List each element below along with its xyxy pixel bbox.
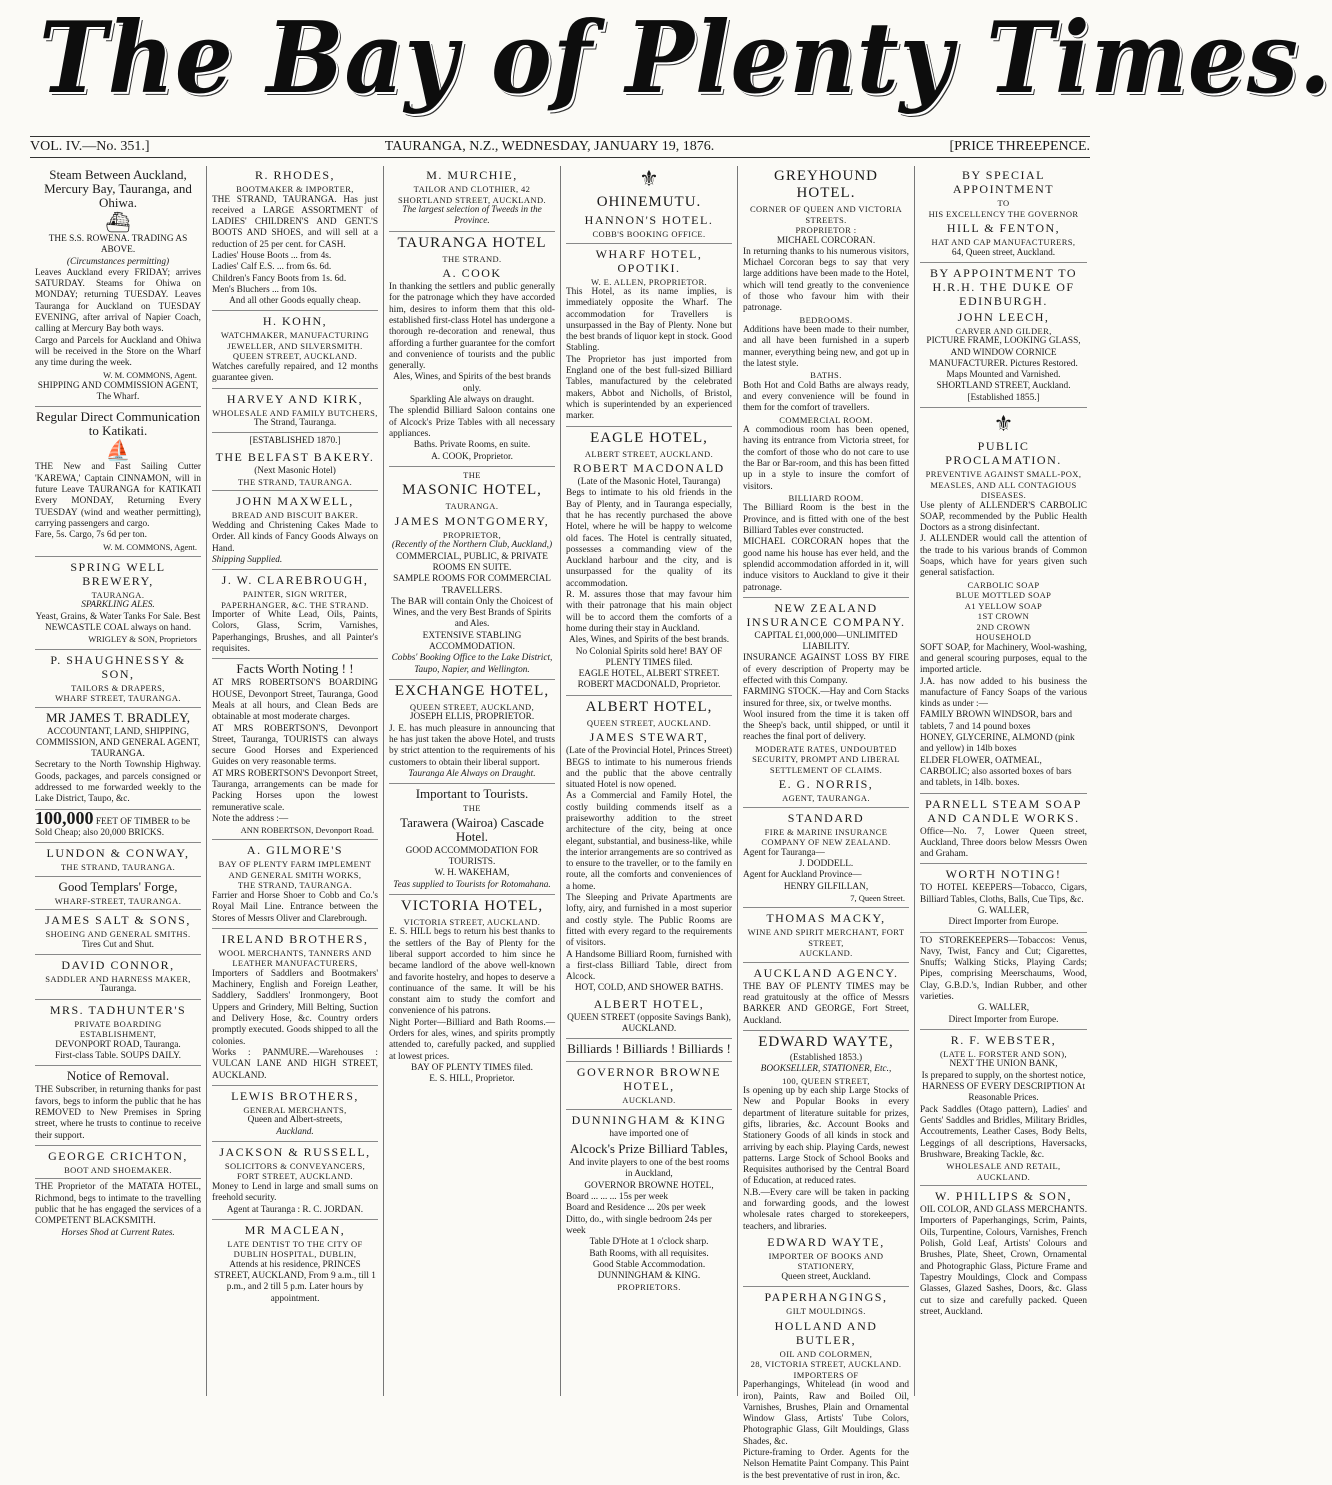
column-2 [207,166,384,1396]
ad-eagle-hotel: EAGLE HOTEL, ALBERT STREET, AUCKLAND. ROBERT MACDONALD (Late of the Masonic Hotel, Tauranga) Begs to intimate to his old friends in the Bay of Plenty, and in Tauranga especially, that he has recently purchased the above Hotel, where he will be happy to welcome old faces. The Hotel is centrally situated, possesses a commanding view of the Auckland harbour and the city, and is unsurpassed for the quality of its accommodation. R. M. assures those that may favour him with their patronage that his main object will be to accord them the comforts of a home during their stay in Auckland. Ales, Wines, and Spirits of the best brands. No Colonial Spirits sold here! BAY OF PLENTY TIMES filed. EAGLE HOTEL, ALBERT STREET. ROBERT MACDONALD, Proprietor. [566,430,732,696]
ad-steamer-rowena: Steam Between Auckland, Mercury Bay, Tauranga, and Ohiwa. ⛴ THE S.S. ROWENA. TRADING AS ABOVE. (Circumstances permitting) Leaves Auckland every FRIDAY; arrives SATURDAY. Steams for Ohiwa on MONDAY; returning TUESDAY. Leaves Tauranga for Auckland on TUESDAY EVENING, after arrival of Napier Coach, calling at Mercury Bay both ways. Cargo and Parcels for Auckland and Ohiwa will be received in the Store on the Wharf any time during the week. W. M. COMMONS, Agent. SHIPPING AND COMMISSION AGENT, The Wharf. [35,168,201,407]
ad-governor-browne: GOVERNOR BROWNE HOTEL, AUCKLAND. [566,1065,732,1110]
column-3 [384,166,561,1396]
ad-gilmore: A. GILMORE'S BAY OF PLENTY FARM IMPLEMENT AND GENERAL SMITH WORKS, THE STRAND, TAURANGA. Farrier and Horse Shoer to Cobb and Co.'s Royal Mail Line. Entrance between the Stores of Messrs Oliver and Clarebrough. [212,843,378,928]
ad-greyhound-hotel: GREYHOUND HOTEL. CORNER OF QUEEN AND VICTORIA STREETS. PROPRIETOR : MICHAEL CORCORAN. In returning thanks to his numerous visitors, Michael Corcoran begs to say that very large additions have been made to the Hotel, which will tend greatly to the convenience of those who favour him with their patronage. BEDROOMS. Additions have been made to their number, and all have been furnished in a superb manner, everything being new, and got up in the latest style. BATHS. Both Hot and Cold Baths are always ready, and every convenience will be found in them for the comfort of travellers. COMMERCIAL ROOM. A commodious room has been opened, having its entrance from Victoria street, for the comfort of those who do not care to use the Bar or Bar-room, and this has been fitted up in a style to insure the comfort of visitors. BILLIARD ROOM. The Billiard Room is the best in the Province, and is fitted with one of the best Billiard Tables ever constructed. MICHAEL CORCORAN hopes that the good name his house has ever held, and the splendid accommodation afforded in it, will induce visitors to Auckland to give it their patronage. [743,168,909,598]
royal-arms-icon: ⚜ [639,166,659,191]
ad-cutter-karewa: Regular Direct Communication to Katikati. ⛵ THE New and Fast Sailing Cutter 'KAREWA,' Captain CINNAMON, will in future Leave TAURANGA for KATIKATI Every MONDAY, Returning Every TUESDAY (wind and weather permitting), carrying passengers and cargo. Fare, 5s. Cargo, 7s 6d per ton. W. M. COMMONS, Agent. [35,410,201,556]
ad-notice-of-removal: Notice of Removal. THE Subscriber, in returning thanks for past favors, begs to inform the public that he has REMOVED to New Premises in Spring street, where he trusts to continue to receive their support. [35,1069,201,1145]
ad-holland-butler: PAPERHANGINGS, GILT MOULDINGS. HOLLAND AND BUTLER, OIL AND COLORMEN, 28, VICTORIA STREET, AUCKLAND. IMPORTERS OF Paperhangings, Whitelead (in wood and iron), Paints, Raw and Boiled Oil, Varnishes, Brushes, Plain and Ornamental Window Glass, Artists' Tube Colors, Photographic Glass, Gilt Mouldings, Glass Shades, &c. Picture-framing to Order. Agents for the Nelson Hematite Paint Company. This Paint is the best preventative of rust in iron, &c. [743,1290,909,1481]
ad-matata-hotel: THE Proprietor of the MATATA HOTEL, Richmond, begs to intimate to the travelling public that he has engaged the services of a COMPETENT BLACKSMITH. Horses Shod at Current Rates. [35,1182,201,1238]
royal-arms-icon: ⚜ [993,411,1014,437]
ad-belfast-bakery: [ESTABLISHED 1870.] THE BELFAST BAKERY. (Next Masonic Hotel) THE STRAND, TAURANGA. [212,436,378,491]
ad-tarawera-hotel: Important to Tourists. THE Tarawera (Wairoa) Cascade Hotel. GOOD ACCOMMODATION FOR TOURISTS. W. H. WAKEHAM, Teas supplied to Tourists for Rotomahana. [389,787,555,895]
column-5 [738,166,915,1481]
ad-lundon-conway: LUNDON & CONWAY, THE STRAND, TAURANGA. [35,846,201,877]
masthead [0,0,1332,122]
ad-hill-fenton: BY SPECIAL APPOINTMENT TO HIS EXCELLENCY THE GOVERNOR HILL & FENTON, HAT AND CAP MANUFACTURERS, 64, Queen street, Auckland. [920,168,1087,263]
ad-shaughnessy: P. SHAUGHNESSY & SON, TAILORS & DRAPERS, WHARF STREET, TAURANGA. [35,653,201,708]
ad-george-crichton: GEORGE CRICHTON, BOOT AND SHOEMAKER. [35,1149,201,1180]
newspaper-title: The Bay of Plenty Times. [38,1,1332,116]
cutter-icon: ⛵ [105,440,131,463]
ad-ireland-brothers: IRELAND BROTHERS, WOOL MERCHANTS, TANNERS AND LEATHER MANUFACTURERS, Importers of Saddlers and Bootmakers' Machinery, English and Foreign Leather, Saddlery, Saddlers' Ironmongery, Boot Uppers and Grindery, Mill Belting, Suction and Delivery Hose, &c. Country orders promptly executed. Goods shipped to all the colonies. Works : PANMURE.—Warehouses : VULCAN LANE AND HIGH STREET, AUCKLAND. [212,932,378,1086]
ad-bradley: MR JAMES T. BRADLEY, ACCOUNTANT, LAND, SHIPPING, COMMISSION, AND GENERAL AGENT, TAURANGA. Secretary to the North Township Highway. Goods, packages, and parcels consigned or addressed to me forwarded weekly to the Lake District, Taupo, &c. [35,711,201,810]
ad-david-connor: DAVID CONNOR, SADDLER AND HARNESS MAKER, Tauranga. [35,958,201,1000]
ad-john-maxwell: JOHN MAXWELL, BREAD AND BISCUIT BAKER. Wedding and Christening Cakes Made to Order. All kinds of Fancy Goods Always on Hand. Shipping Supplied. [212,494,378,570]
column-4 [561,166,738,1396]
price: [PRICE THREEPENCE. [949,139,1090,154]
ad-clarebrough: J. W. CLAREBROUGH, PAINTER, SIGN WRITER, PAPERHANGER, &C. THE STRAND. Importer of White Lead, Oils, Paints, Colors, Glass, Scrim, Varnishes, Paperhangings, Brushes, and all Painter's requisites. [212,573,378,659]
ad-victoria-hotel: VICTORIA HOTEL, VICTORIA STREET, AUCKLAND. E. S. HILL begs to return his best thanks to the settlers of the Bay of Plenty for the liberal support accorded to him since he became landlord of the above well-known and favorite hostelry, and hopes to deserve a continuance of the same. It will be his constant aim to study the comfort and convenience of his patrons. Night Porter—Billiard and Bath Rooms.—Orders for ales, wines, and spirits promptly attended to, carefully packed, and supplied at lowest prices. BAY OF PLENTY TIMES filed. E. S. HILL, Proprietor. [389,897,555,1085]
volume-number: VOL. IV.—No. 351.] [30,139,150,154]
ad-hannons-hotel: ⚜ OHINEMUTU. HANNON'S HOTEL. COBB'S BOOKING OFFICE. [566,166,732,244]
ad-nz-insurance: NEW ZEALAND INSURANCE COMPANY. CAPITAL £1,000,000—UNLIMITED LIABILITY. INSURANCE AGAINST LOSS BY FIRE of every description of Property may be effected with this Company. FARMING STOCK.—Hay and Corn Stacks insured for three, six, or twelve months. Wool insured from the time it is taken off the Sheep's back, until shipped, or until it reaches the final port of delivery. MODERATE RATES, UNDOUBTED SECURITY, PROMPT AND LIBERAL SETTLEMENT OF CLAIMS. E. G. NORRIS, AGENT, TAURANGA. [743,601,909,808]
ad-tadhunter: MRS. TADHUNTER'S PRIVATE BOARDING ESTABLISHMENT, DEVONPORT ROAD, Tauranga. First-class Table. SOUPS DAILY. [35,1003,201,1067]
folio-line [30,136,1090,158]
ad-standard-insurance: STANDARD FIRE & MARINE INSURANCE COMPANY OF NEW ZEALAND. Agent for Tauranga— J. DODDELL. Agent for Auckland Province— HENRY GILFILLAN, 7, Queen Street. [743,811,909,908]
ad-billiards: Billiards ! Billiards ! Billiards ! [566,1042,732,1062]
ad-parnell-soap: PARNELL STEAM SOAP AND CANDLE WORKS. Office—No. 7, Lower Queen street, Auckland, Three doors below Messrs Owen and Graham. [920,797,1087,865]
ad-harvey-kirk: HARVEY AND KIRK, WHOLESALE AND FAMILY BUTCHERS, The Strand, Tauranga. [212,392,378,434]
ad-lewis-brothers: LEWIS BROTHERS, GENERAL MERCHANTS, Queen and Albert-streets, Auckland. [212,1089,378,1142]
ad-john-leech: BY APPOINTMENT TO H.R.H. THE DUKE OF EDINBURGH. JOHN LEECH, CARVER AND GILDER, PICTURE FRAME, LOOKING GLASS, AND WINDOW CORNICE MANUFACTURER. Pictures Restored. Maps Mounted and Varnished. SHORTLAND STREET, Auckland. [Established 1855.] [920,266,1087,408]
ad-murchie: M. MURCHIE, TAILOR AND CLOTHIER, 42 SHORTLAND STREET, AUCKLAND. The largest selection of Tweeds in the Province. [389,168,555,232]
column-1 [30,166,207,1396]
ad-albert-hotel: ALBERT HOTEL, QUEEN STREET, AUCKLAND. JAMES STEWART, (Late of the Provincial Hotel, Princes Street) BEGS to intimate to his numerous friends and the public that the above centrally situated Hotel is now opened. As a Commercial and Family Hotel, the costly building commends itself as a praiseworthy addition to the street architecture of the city, being at once elegant, substantial, and business-like, while the interior arrangements are so contrived as to ensure to the traveller, or to the family en route, all the comforts and conveniences of a home. The Sleeping and Private Apartments are lofty, airy, and furnished in a most superior and costly style. The Public Rooms are fitted with every regard to the requirements of visitors. A Handsome Billiard Room, furnished with a first-class Billiard Table, direct from Alcock. HOT, COLD, AND SHOWER BATHS. ALBERT HOTEL, QUEEN STREET (opposite Savings Bank), AUCKLAND. [566,699,732,1040]
ad-masonic-hotel: THE MASONIC HOTEL, TAURANGA. JAMES MONTGOMERY, PROPRIETOR, (Recently of the Northern Club, Auckland,) COMMERCIAL, PUBLIC, & PRIVATE ROOMS EN SUITE. SAMPLE ROOMS FOR COMMERCIAL TRAVELLERS. The BAR will contain Only the Choicest of Wines, and the very Best Brands of Spirits and Ales. EXTENSIVE STABLING ACCOMMODATION. Cobbs' Booking Office to the Lake District, Taupo, Napier, and Wellington. [389,470,555,680]
ad-good-templars-forge: Good Templars' Forge, WHARF-STREET, TAURANGA. [35,880,201,911]
ad-james-salt: JAMES SALT & SONS, SHOEING AND GENERAL SMITHS. Tires Cut and Shut. [35,913,201,955]
ad-public-proclamation: ⚜ PUBLIC PROCLAMATION. PREVENTIVE AGAINST SMALL-POX, MEASLES, AND ALL CONTAGIOUS DISEASES. Use plenty of ALLENDER'S CARBOLIC SOAP, recommended by the Public Health Doctors as a strong disinfectant. J. ALLENDER would call the attention of the trade to his various brands of Common Soaps, which have for years given such general satisfaction. CARBOLIC SOAP BLUE MOTTLED SOAP A1 YELLOW SOAP 1ST CROWN 2ND CROWN HOUSEHOLD SOFT SOAP, for Machinery, Wool-washing, and general scouring purposes, equal to the imported article. J.A. has now added to his business the manufacture of Fancy Soaps of the various kinds as under :— FAMILY BROWN WINDSOR, bars and tablets, 7 and 14 pound boxes HONEY, GLYCERINE, ALMOND (pink and yellow) in 14lb boxes ELDER FLOWER, OATMEAL, CARBOLIC; also assorted boxes of bars and tablets, in 14lb. boxes. [920,411,1087,793]
ad-mr-maclean: MR MACLEAN, LATE DENTIST TO THE CITY OF DUBLIN HOSPITAL, DUBLIN, Attends at his residence, PRINCES STREET, AUCKLAND, From 9 a.m., till 1 p.m., and 2 till 5 p.m. Later hours by appointment. [214,1222,376,1304]
steamship-icon: ⛴ [105,212,131,234]
ad-thomas-macky: THOMAS MACKY, WINE AND SPIRIT MERCHANT, FORT STREET, AUCKLAND. [743,911,909,963]
ad-phillips: W. PHILLIPS & SON, OIL COLOR, AND GLASS MERCHANTS. Importers of Paperhangings, Scrim, Paints, Oils, Turpentine, Colours, Varnishes, French Polish, Gold Leaf, Artists' Colours and Brushes, Plate, Sheet, Crown, Ornamental and Photographic Glass, Picture Frame and Tapestry Mouldings, Clock and Compass Glasses, Glazed Sashes, Doors, &c. Glass cut to size and carefully packed. Queen street, Auckland. [920,1189,1088,1317]
ad-kohn: H. KOHN, WATCHMAKER, MANUFACTURING JEWELLER, AND SILVERSMITH. QUEEN STREET, AUCKLAND. Watches carefully repaired, and 12 months guarantee given. [212,314,378,388]
ad-webster: R. F. WEBSTER, (LATE L. FORSTER AND SON), NEXT THE UNION BANK, Is prepared to supply, on the shortest notice, HARNESS OF EVERY DESCRIPTION At Reasonable Prices. Pack Saddles (Otago pattern), Ladies' and Gents' Saddles and Bridles, Military Bridles, Accoutrements, Leather Cases, Body Belts, Leggings of all descriptions, Haversacks, Brushware, Breaking Tackle, &c. WHOLESALE AND RETAIL, AUCKLAND. [920,1033,1087,1186]
ad-robertson-boarding: Facts Worth Noting ! ! AT MRS ROBERTSON'S BOARDING HOUSE, Devonport Street, Tauranga, Good Meals at all hours, and Clean Beds are obtainable at most moderate charges. AT MRS ROBERTSON'S, Devonport Street, Tauranga, TOURISTS can always secure Good Horses and Experienced Guides on very reasonable terms. AT MRS ROBERTSON'S Devonport Street, Tauranga, arrangements can be made for Packing Horses upon the lowest remunerative scale. Note the address :— ANN ROBERTSON, Devonport Road. [212,662,378,840]
ad-spring-well-brewery: SPRING WELL BREWERY, TAURANGA. SPARKLING ALES. Yeast, Grains, & Water Tanks For Sale. Best NEWCASTLE COAL always on hand. WRIGLEY & SON, Proprietors [35,560,201,650]
dateline: TAURANGA, N.Z., WEDNESDAY, JANUARY 19, 1876. [384,139,715,154]
column-6 [915,166,1092,1396]
ad-worth-noting: WORTH NOTING! TO HOTEL KEEPERS—Tobacco, Cigars, Billiard Tables, Cloths, Balls, Cue Tips, &c. G. WALLER, Direct Importer from Europe. [920,867,1087,932]
ad-wharf-hotel: WHARF HOTEL, OPOTIKI. W. E. ALLEN, PROPRIETOR. This Hotel, as its name implies, is immediately opposite the Wharf. The accommodation for Travellers is unsurpassed in the Bay of Plenty. None but the best brands of liquor kept in stock. Good Stabling. The Proprietor has just imported from England one of the best full-sized Billiard Tables, manufactured by the celebrated makers, Abbot and Nicholls, of Bristol, which is superintended by an experienced marker. [566,247,732,427]
ad-auckland-agency: AUCKLAND AGENCY. THE BAY OF PLENTY TIMES may be read gratuitously at the office of Messrs BARKER AND GEORGE, Fort Street, Auckland. [743,966,909,1031]
ad-jackson-russell: JACKSON & RUSSELL, SOLICITORS & CONVEYANCERS, FORT STREET, AUCKLAND. Money to Lend in large and small sums on freehold security. Agent at Tauranga : R. C. JORDAN. [212,1145,378,1220]
ad-edward-wayte: EDWARD WAYTE, (Established 1853.) BOOKSELLER, STATIONER, Etc., 100, QUEEN STREET, Is opening up by each ship Large Stocks of New and Popular Books in every department of literature suitable for prizes, gifts, libraries, &c. Account Books and Stationery Goods of all kinds in stock and arriving by each ship. Playing Cards, newest patterns. Large Stock of School Books and Requisites authorised by the Central Board of Education, at reduced rates. N.B.—Every care will be taken in packing and forwarding goods, and the lowest wholesale rates charged to storekeepers, teachers, and libraries. EDWARD WAYTE, IMPORTER OF BOOKS AND STATIONERY, Queen street, Auckland. [743,1034,909,1287]
ad-to-storekeepers: TO STOREKEEPERS—Tobaccos: Venus, Navy, Twist, Fancy and Cut; Cigarettes, Snuffs; Walking Sticks, Playing Cards; Pipes, comprising Meerschaums, Wood, Clay, G.B.D.'s, Indian Rubber, and other varieties. G. WALLER, Direct Importer from Europe. [920,936,1087,1030]
ad-timber: 100,000 FEET OF TIMBER to be Sold Cheap; also 20,000 BRICKS. [35,813,201,844]
ad-rhodes: R. RHODES, BOOTMAKER & IMPORTER, THE STRAND, TAURANGA. Has just received a LARGE ASSORTMENT of LADIES' CHILDREN'S AND GENT.'S BOOTS AND SHOES, and will sell at a reduction of 25 per cent. for CASH. Ladies' House Boots ... from 4s. Ladies' Calf E.S. ... from 6s. 6d. Children's Fancy Boots from 1s. 6d. Men's Bluchers ... from 10s. And all other Goods equally cheap. [212,168,378,311]
ad-exchange-hotel: EXCHANGE HOTEL, QUEEN STREET, AUCKLAND, JOSEPH ELLIS, PROPRIETOR. J. E. has much pleasure in announcing that he has just taken the above Hotel, and trusts by strict attention to the requirements of his customers to obtain their liberal support. Tauranga Ale Always on Draught. [389,683,555,784]
ad-tauranga-hotel: TAURANGA HOTEL THE STRAND. A. COOK In thanking the settlers and public generally for the patronage which they have accorded him, desires to inform them that this old-established first-class Hotel has undergone a thorough re-decoration and renewal, thus affording a further guarantee for the comfort and convenience of tourists and the public generally. Ales, Wines, and Spirits of the best brands only. Sparkling Ale always on draught. The splendid Billiard Saloon contains one of Alcock's Prize Tables with all necessary appliances. Baths. Private Rooms, en suite. A. COOK, Proprietor. [389,235,555,467]
ad-dunningham-king: DUNNINGHAM & KING have imported one of Alcock's Prize Billiard Tables, And invite players to one of the best rooms in Auckland, GOVERNOR BROWNE HOTEL, Board ... ... ... 15s per week Board and Residence ... 20s per week Ditto, do., with single bedroom 24s per week Table D'Hote at 1 o'clock sharp. Bath Rooms, with all requisites. Good Stable Accommodation. DUNNINGHAM & KING. PROPRIETORS. [566,1112,730,1293]
